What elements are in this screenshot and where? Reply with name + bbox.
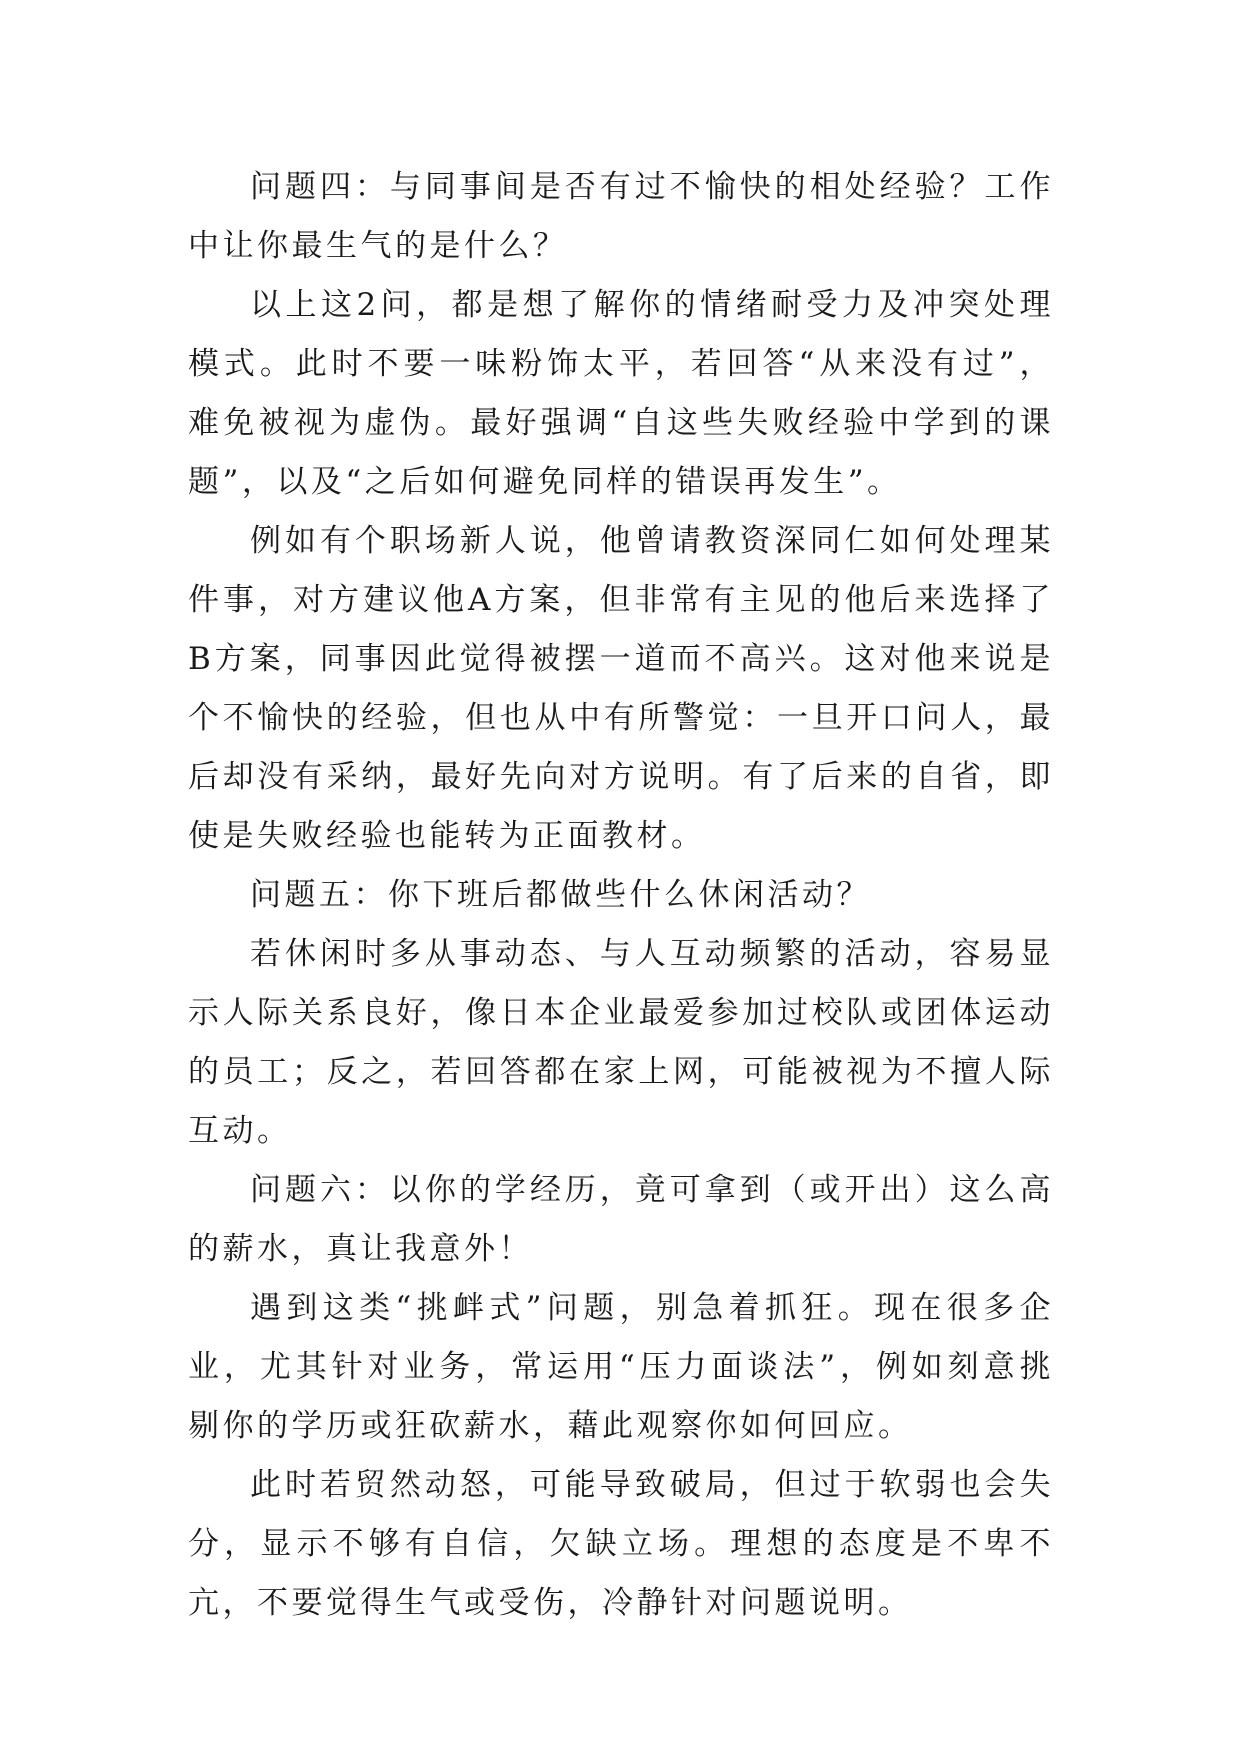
document-body [188, 158, 1054, 1633]
paragraph-answer-four-example: 例如有个职场新人说，他曾请教资深同仁如何处理某件事，对方建议他A方案，但非常有主见的他后来选择了B方案，同事因此觉得被摆一道而不高兴。这对他来说是个不愉快的经验，但也从中有所警觉：一旦开口问人，最后却没有采纳，最好先向对方说明。有了后来的自省，即使是失败经验也能转为正面教材。 [188, 523, 1054, 854]
paragraph-question-four: 问题四：与同事间是否有过不愉快的相处经验？工作中让你最生气的是什么？ [188, 169, 1054, 264]
paragraph-answer-four-intro: 以上这2问，都是想了解你的情绪耐受力及冲突处理模式。此时不要一味粉饰太平，若回答“从来没有过”，难免被视为虚伪。最好强调“自这些失败经验中学到的课题”，以及“之后如何避免同样的错误再发生”。 [188, 287, 1054, 500]
paragraph-answer-six-intro: 遇到这类“挑衅式”问题，别急着抓狂。现在很多企业，尤其针对业务，常运用“压力面谈法”，例如刻意挑剔你的学历或狂砍薪水，藉此观察你如何回应。 [188, 1290, 1054, 1444]
paragraph-answer-six-advice: 此时若贸然动怒，可能导致破局，但过于软弱也会失分，显示不够有自信，欠缺立场。理想的态度是不卑不亢，不要觉得生气或受伤，冷静针对问题说明。 [188, 1467, 1054, 1621]
paragraph-question-six: 问题六：以你的学经历，竟可拿到（或开出）这么高的薪水，真让我意外！ [188, 1172, 1054, 1267]
paragraph-question-five: 问题五：你下班后都做些什么休闲活动？ [250, 877, 871, 913]
paragraph-answer-five: 若休闲时多从事动态、与人互动频繁的活动，容易显示人际关系良好，像日本企业最爱参加过校队或团体运动的员工；反之，若回答都在家上网，可能被视为不擅人际互动。 [188, 936, 1054, 1149]
